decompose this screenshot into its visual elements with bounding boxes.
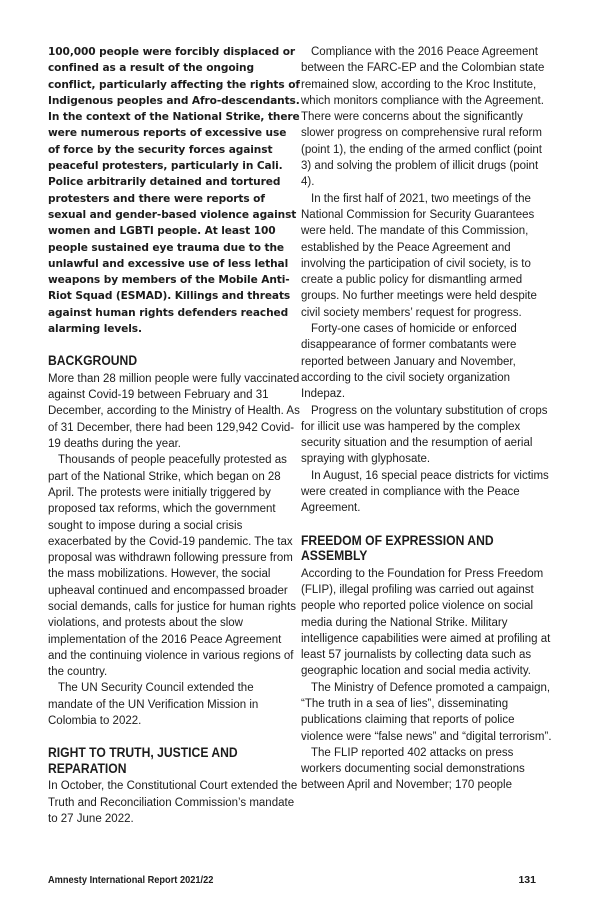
right-column <box>301 44 553 794</box>
freedom-paragraph-2: The Ministry of Defence promoted a campaign, “The truth in a sea of lies”, disseminating publications claiming that reports of police violence were “false news” and “digital terrorism”. <box>301 681 552 743</box>
left-column <box>48 44 300 827</box>
spacer <box>48 729 300 745</box>
background-paragraph-3: The UN Security Council extended the mandate of the UN Verification Mission in Colombia to 2022. <box>48 682 259 728</box>
footer-publication-title: Amnesty International Report 2021/22 <box>48 874 214 886</box>
freedom-paragraph-3: The FLIP reported 402 attacks on press workers documenting social demonstrations between April and November; 170 people <box>301 746 525 792</box>
intro-summary: 100,000 people were forcibly displaced or confined as a result of the ongoing conflict, particularly affecting the rights of Indigenous peoples and Afro-descendants. In the context of the National Strike, there were numerous reports of excessive use of force by the security forces against peaceful protesters, particularly in Cali. Police arbitrarily detained and tortured protesters and there were reports of sexual and gender-based violence against women and LGBTI people. At least 100 people sustained eye trauma due to the unlawful and excessive use of less lethal weapons by members of the Mobile Anti-Riot Squad (ESMAD). Killings and threats against human rights defenders reached alarming levels. <box>48 46 300 336</box>
background-paragraph-1: More than 28 million people were fully vaccinated against Covid-19 between February and 31 December, according to the Ministry of Health. As of 31 December, there had been 129,942 Covid-19 deaths during the year. <box>48 372 300 451</box>
heading-background: BACKGROUND <box>48 353 138 369</box>
peace-paragraph-1: Compliance with the 2016 Peace Agreement between the FARC-EP and the Colombian state remained slow, according to the Kroc Institute, which monitors compliance with the Agreement. There were concerns about the significantly slower progress on comprehensive rural reform (point 1), the ending of the armed conflict (point 3) and solving the problem of illicit drugs (point 4). <box>301 46 545 189</box>
peace-paragraph-4: Progress on the voluntary substitution of crops for illicit use was hampered by the complex security situation and the resumption of aerial spraying with glyphosate. <box>301 404 548 466</box>
truth-paragraph-1: In October, the Constitutional Court extended the Truth and Reconciliation Commission’s mandate to 27 June 2022. <box>48 780 298 825</box>
peace-paragraph-5: In August, 16 special peace districts for victims were created in compliance with the Peace Agreement. <box>301 469 549 515</box>
heading-freedom-of-expression: FREEDOM OF EXPRESSION AND ASSEMBLY <box>301 532 494 564</box>
page-number: 131 <box>518 874 536 886</box>
spacer <box>48 337 300 353</box>
peace-paragraph-2: In the first half of 2021, two meetings of the National Commission for Security Guarantees were held. The mandate of this Commission, established by the Peace Agreement and involving the participation of civil society, is to create a public policy for dismantling armed groups. No further meetings were held despite civil society members’ request for progress. <box>301 192 537 319</box>
heading-right-to-truth: RIGHT TO TRUTH, JUSTICE AND REPARATION <box>48 745 238 776</box>
background-paragraph-2: Thousands of people peacefully protested as part of the National Strike, which began on 28 April. The protests were initially triggered by proposed tax reforms, which the government sought to impose during a social crisis exacerbated by the Covid-19 pandemic. The tax proposal was withdrawn following pressure from the mass mobilizations. However, the social upheaval continued and encompassed broader social demands, calls for justice for human rights violations, and protests about the slow implementation of the 2016 Peace Agreement and the continuing violence in various regions of the country. <box>48 454 296 679</box>
peace-paragraph-3: Forty-one cases of homicide or enforced disappearance of former combatants were reported between January and November, according to the civil society organization Indepaz. <box>301 323 517 401</box>
freedom-paragraph-1: According to the Foundation for Press Freedom (FLIP), illegal profiling was carried out against people who reported police violence on social media during the National Strike. Military intelligence capabilities were aimed at profiling at least 57 journalists by collecting data such as geographic location and social media activity. <box>301 567 551 678</box>
spacer <box>301 517 553 533</box>
